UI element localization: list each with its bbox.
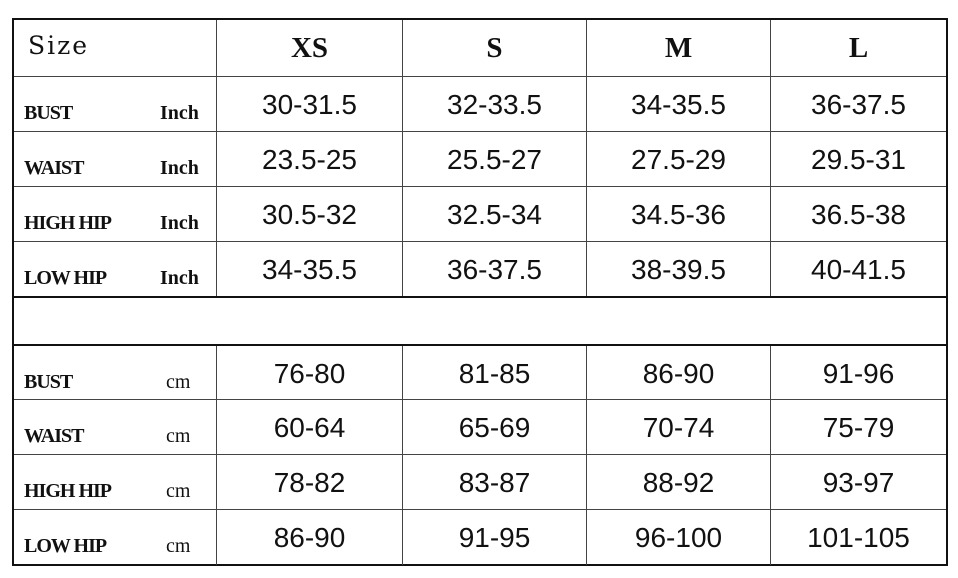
value-cell xyxy=(402,132,586,187)
value: 40-41.5 xyxy=(811,253,906,285)
unit-label: cm xyxy=(166,371,191,393)
value: 25.5-27 xyxy=(447,143,542,175)
value-cell xyxy=(216,132,402,187)
value-cell xyxy=(770,400,946,455)
value-cell xyxy=(402,400,586,455)
value-cell xyxy=(770,455,946,510)
unit-label: cm xyxy=(166,480,191,502)
measure-label: HIGH HIP xyxy=(24,480,112,502)
value: 36-37.5 xyxy=(447,253,542,285)
value-cell xyxy=(586,242,770,297)
size-chart-table xyxy=(12,18,948,566)
value-cell xyxy=(770,132,946,187)
value: 36.5-38 xyxy=(811,198,906,230)
value-cell xyxy=(402,510,586,565)
value: 83-87 xyxy=(458,466,531,498)
value-cell xyxy=(216,510,402,565)
size-m-header: M xyxy=(664,31,693,64)
value: 96-100 xyxy=(634,521,723,553)
value-cell xyxy=(216,400,402,455)
value: 101-105 xyxy=(807,521,910,553)
value: 32-33.5 xyxy=(447,88,542,120)
value-cell xyxy=(770,187,946,242)
value: 70-74 xyxy=(642,411,715,443)
value-cell xyxy=(402,455,586,510)
unit-label: cm xyxy=(166,535,191,557)
value: 32.5-34 xyxy=(447,198,542,230)
table-row xyxy=(14,131,946,187)
value: 91-96 xyxy=(822,357,895,389)
table-row xyxy=(14,509,946,565)
size-s-header: S xyxy=(486,31,503,64)
value: 78-82 xyxy=(273,466,346,498)
measure-label: WAIST xyxy=(24,425,84,447)
measure-cell xyxy=(14,400,216,455)
value: 27.5-29 xyxy=(631,143,726,175)
value-cell xyxy=(402,77,586,132)
value-cell xyxy=(216,455,402,510)
table-row xyxy=(14,76,946,132)
size-label: Size xyxy=(28,31,90,60)
value-cell xyxy=(770,242,946,297)
value: 30-31.5 xyxy=(262,88,357,120)
value: 29.5-31 xyxy=(811,143,906,175)
size-xs-header: XS xyxy=(290,31,329,64)
value: 34-35.5 xyxy=(631,88,726,120)
header-row xyxy=(14,20,946,76)
value: 76-80 xyxy=(273,357,346,389)
size-column-header xyxy=(402,20,586,76)
value: 86-90 xyxy=(642,357,715,389)
value-cell xyxy=(770,346,946,401)
value-cell xyxy=(402,346,586,401)
value-cell xyxy=(216,77,402,132)
size-column-header xyxy=(770,20,946,76)
value: 88-92 xyxy=(642,466,715,498)
value-cell xyxy=(586,346,770,401)
size-column-header xyxy=(216,20,402,76)
measure-cell xyxy=(14,510,216,565)
value-cell xyxy=(770,77,946,132)
value-cell xyxy=(586,510,770,565)
unit-label: Inch xyxy=(160,267,199,289)
size-column-header xyxy=(586,20,770,76)
value: 91-95 xyxy=(458,521,531,553)
table-row xyxy=(14,186,946,242)
value-cell xyxy=(586,455,770,510)
value-cell xyxy=(586,187,770,242)
value-cell xyxy=(586,400,770,455)
value-cell xyxy=(216,346,402,401)
measure-label: LOW HIP xyxy=(24,267,107,289)
table-row xyxy=(14,454,946,510)
measure-cell xyxy=(14,77,216,132)
value-cell xyxy=(216,187,402,242)
value: 30.5-32 xyxy=(262,198,357,230)
measure-cell xyxy=(14,242,216,297)
table-row xyxy=(14,241,946,297)
value: 75-79 xyxy=(822,411,895,443)
value-cell xyxy=(770,510,946,565)
value-cell xyxy=(586,132,770,187)
value: 93-97 xyxy=(822,466,895,498)
unit-label: Inch xyxy=(160,102,199,124)
measure-label: BUST xyxy=(24,102,73,124)
unit-label: Inch xyxy=(160,212,199,234)
value: 34-35.5 xyxy=(262,253,357,285)
value: 86-90 xyxy=(273,521,346,553)
size-label-cell xyxy=(14,20,216,76)
measure-cell xyxy=(14,455,216,510)
value-cell xyxy=(402,242,586,297)
value: 60-64 xyxy=(273,411,346,443)
measure-label: HIGH HIP xyxy=(24,212,112,234)
table-row xyxy=(14,344,946,401)
measure-cell xyxy=(14,346,216,401)
measure-label: BUST xyxy=(24,371,73,393)
value-cell xyxy=(216,242,402,297)
measure-label: LOW HIP xyxy=(24,535,107,557)
measure-cell xyxy=(14,187,216,242)
table-row xyxy=(14,399,946,455)
value: 81-85 xyxy=(458,357,531,389)
size-l-header: L xyxy=(848,31,869,64)
value: 23.5-25 xyxy=(262,143,357,175)
value: 36-37.5 xyxy=(811,88,906,120)
measure-label: WAIST xyxy=(24,157,84,179)
value: 65-69 xyxy=(458,411,531,443)
measure-cell xyxy=(14,132,216,187)
value: 34.5-36 xyxy=(631,198,726,230)
value: 38-39.5 xyxy=(631,253,726,285)
separator-row xyxy=(14,296,946,346)
unit-label: Inch xyxy=(160,157,199,179)
value-cell xyxy=(402,187,586,242)
value-cell xyxy=(586,77,770,132)
unit-label: cm xyxy=(166,425,191,447)
